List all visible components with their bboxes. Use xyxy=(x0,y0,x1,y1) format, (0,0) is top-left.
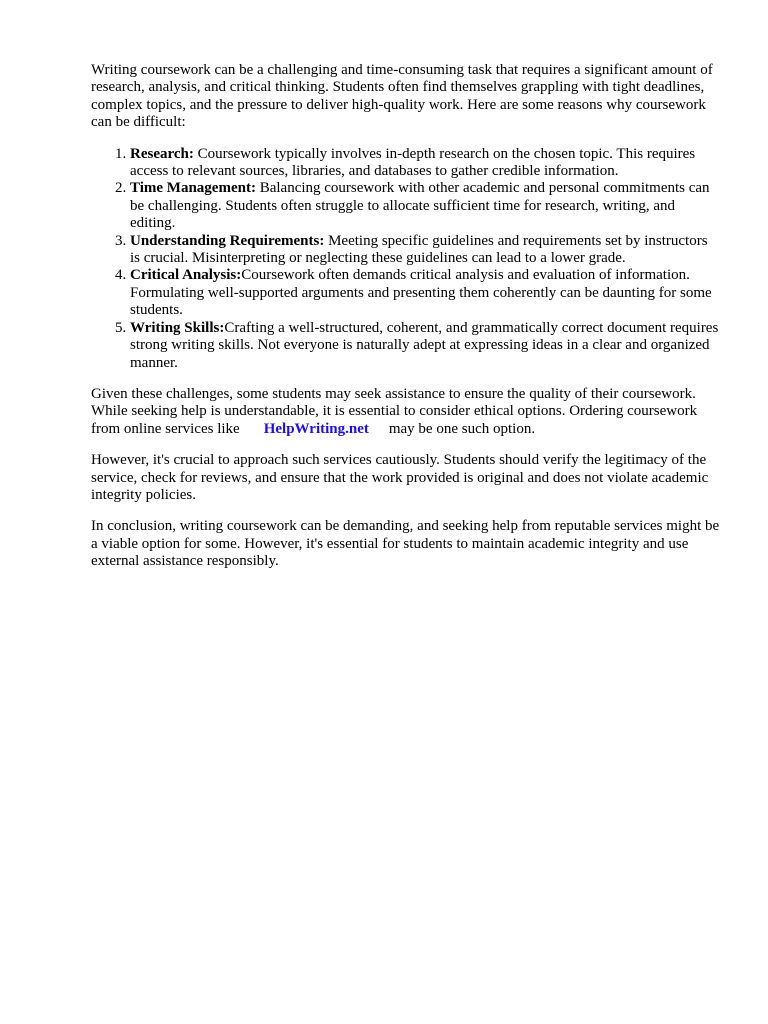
list-item-writing-skills xyxy=(130,320,721,372)
assistance-paragraph xyxy=(91,386,721,438)
list-item-text: Coursework typically involves in-depth research on the chosen topic. This requires access to relevant sources, libraries, and databases to gather credible information. xyxy=(130,145,696,180)
list-item-title: Critical Analysis: xyxy=(130,267,242,284)
list-item-text: Coursework often demands critical analysis and evaluation of information. Formulating well-supported arguments and presenting them coherently can be daunting for some students. xyxy=(130,267,712,319)
list-item-text: Balancing coursework with other academic and personal commitments can be challenging. Students often struggle to allocate sufficient time for research, writing, and editing. xyxy=(130,180,710,232)
list-item-text: Crafting a well-structured, coherent, and grammatically correct document requires strong writing skills. Not everyone is naturally adept at expressing ideas in a clear and organized manner. xyxy=(130,319,719,371)
document-page xyxy=(91,62,721,585)
reasons-list xyxy=(91,146,721,372)
list-item-title: Writing Skills: xyxy=(130,319,225,336)
intro-paragraph: Writing coursework can be a challenging and time-consuming task that requires a significant amount of research, analysis, and critical thinking. Students often find themselves grappling with tight deadlines, complex topics, and the pressure to deliver high-quality work. Here are some reasons why coursework can be difficult: xyxy=(91,62,713,131)
caution-paragraph: However, it's crucial to approach such services cautiously. Students should verify the legitimacy of the service, check for reviews, and ensure that the work provided is original and does not violate academic integrity policies. xyxy=(91,452,709,503)
list-item-research xyxy=(130,146,721,181)
list-item-title: Time Management: xyxy=(130,180,256,197)
list-item-title: Research: xyxy=(130,145,194,162)
list-item-understanding-requirements xyxy=(130,233,721,268)
helpwriting-link[interactable]: HelpWriting.net xyxy=(263,420,369,437)
list-item-critical-analysis xyxy=(130,267,721,319)
assistance-text-end: may be one such option. xyxy=(388,420,536,437)
list-item-text: Meeting specific guidelines and requirements set by instructors is crucial. Misinterpreting or neglecting these guidelines can lead to a lower grade. xyxy=(130,232,708,267)
list-item-title: Understanding Requirements: xyxy=(130,232,325,249)
assistance-text: Given these challenges, some students may seek assistance to ensure the quality of their coursework. While seeking help is understandable, it is essential to consider ethical options. Ordering coursework from online services like xyxy=(91,385,698,437)
list-item-time-management xyxy=(130,180,721,232)
conclusion-paragraph: In conclusion, writing coursework can be demanding, and seeking help from reputable services might be a viable option for some. However, it's essential for students to maintain academic integrity and use external assistance responsibly. xyxy=(91,518,720,570)
